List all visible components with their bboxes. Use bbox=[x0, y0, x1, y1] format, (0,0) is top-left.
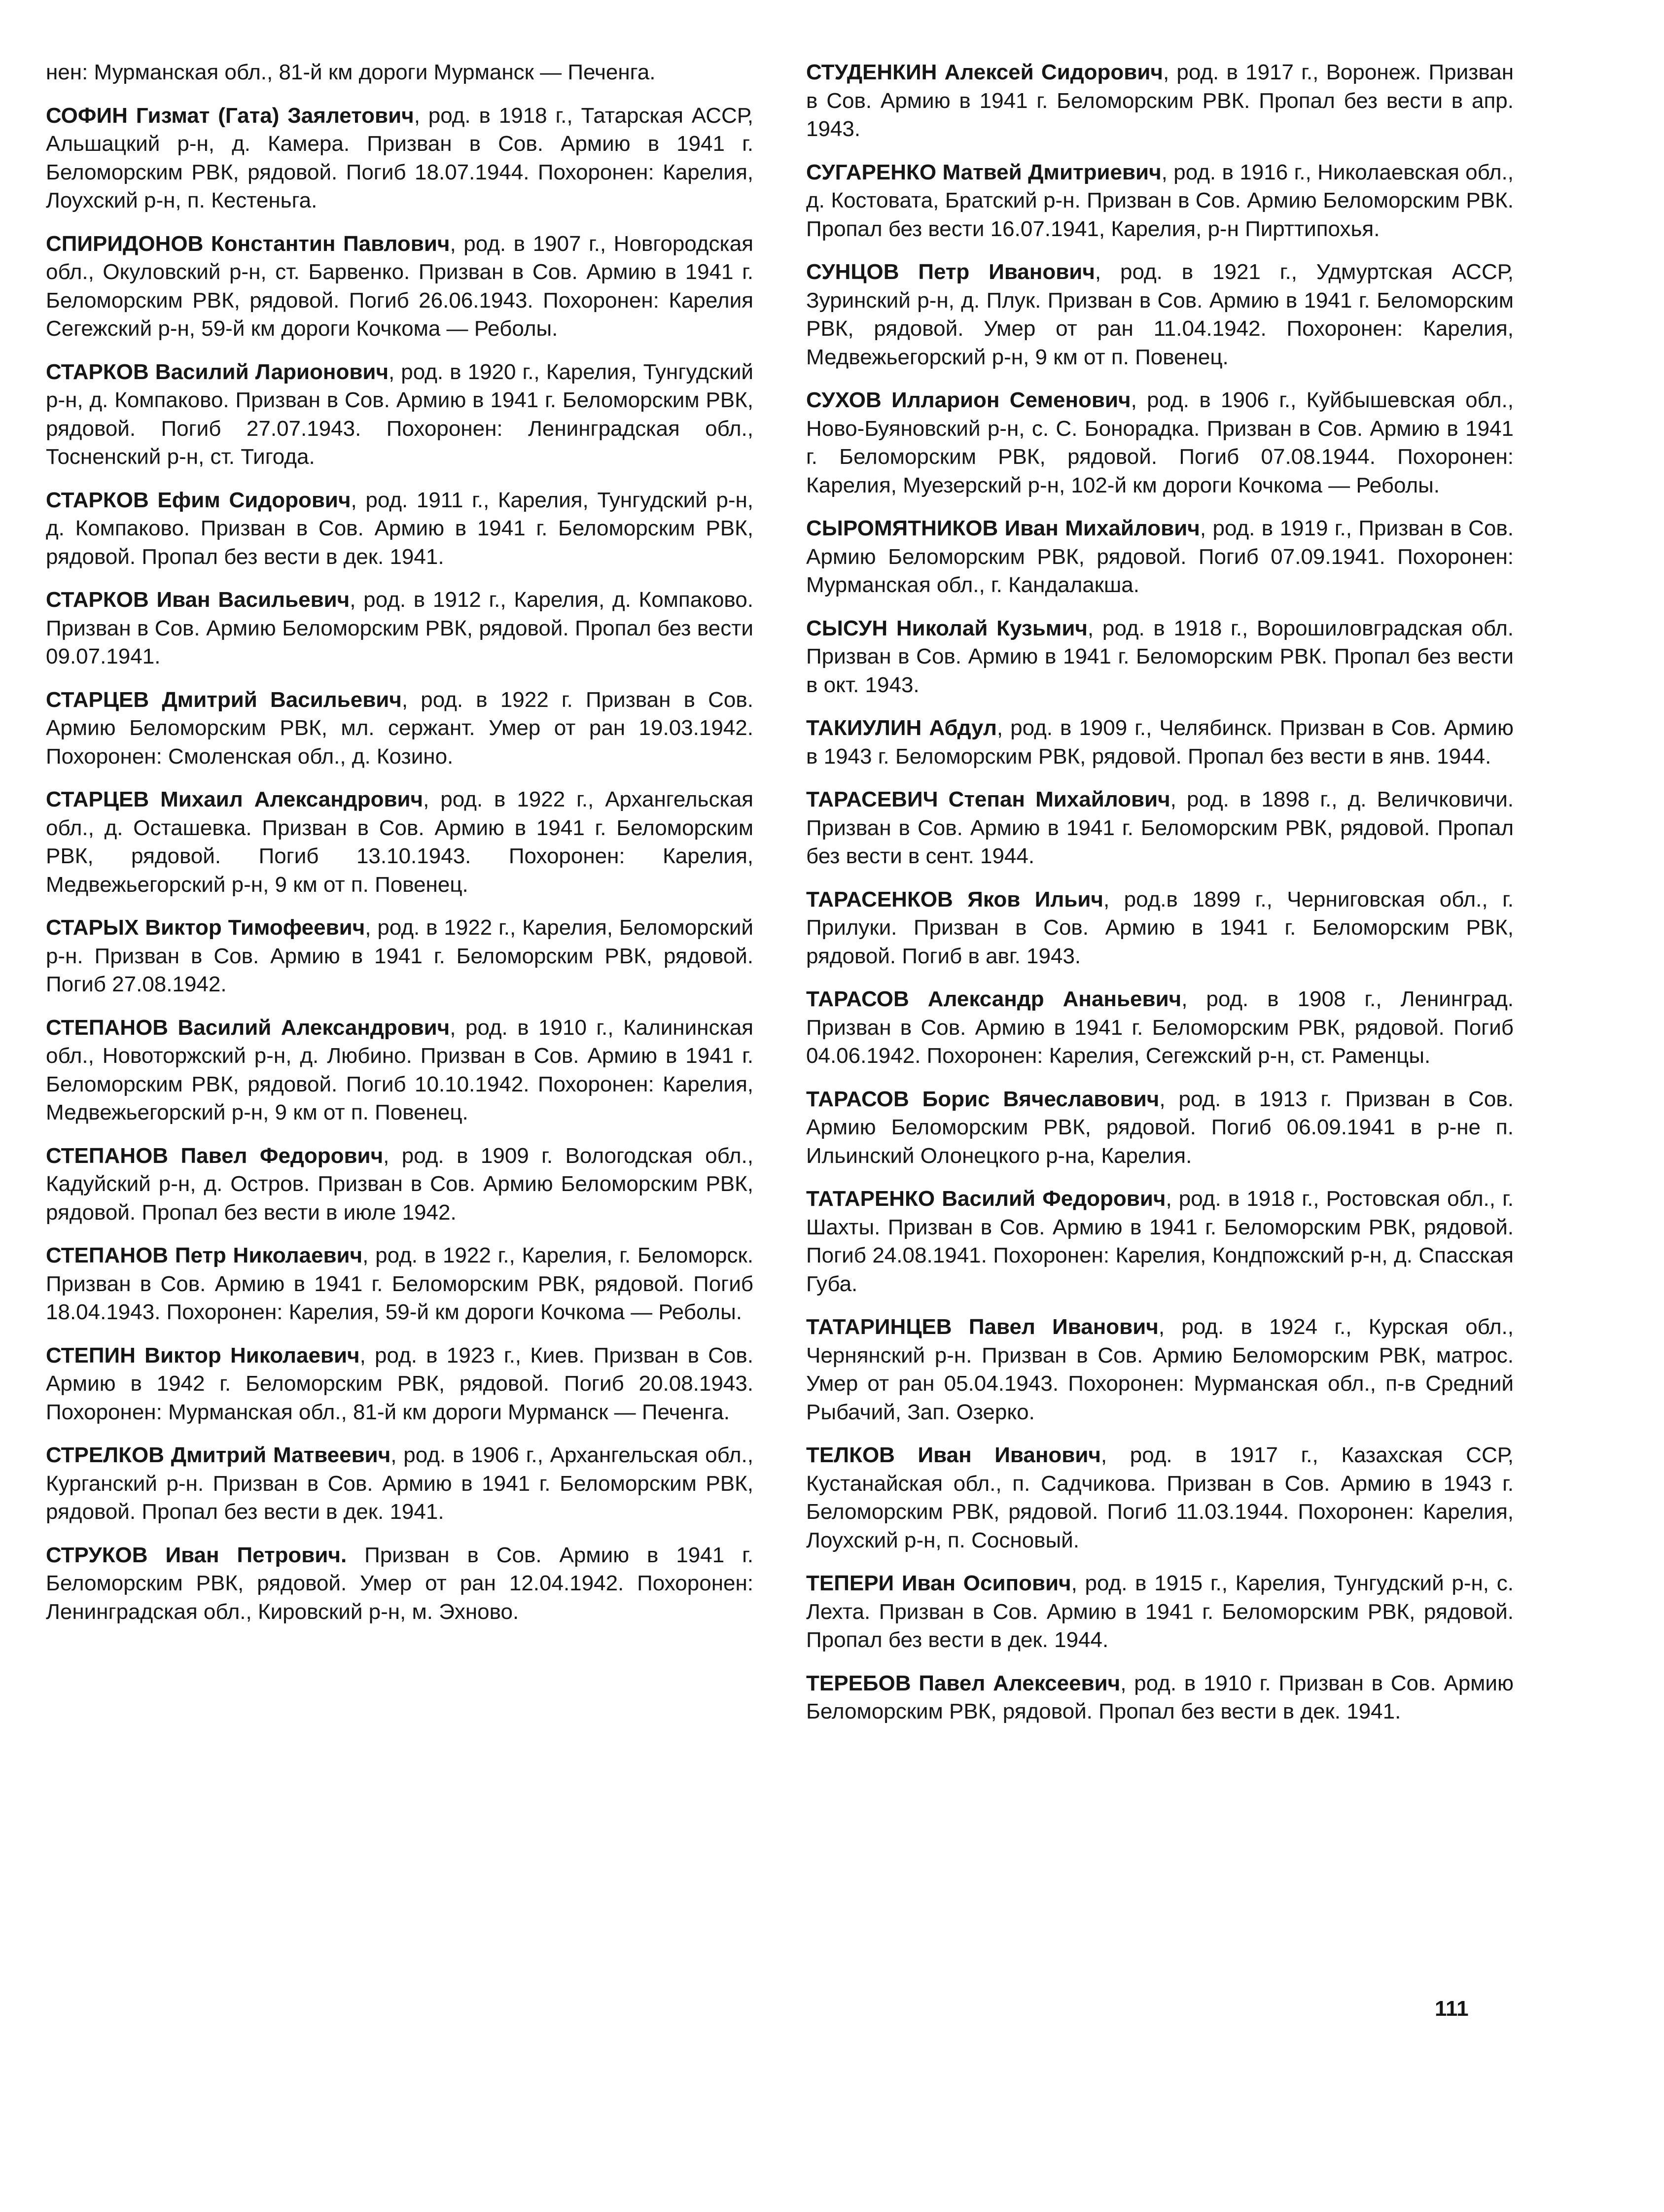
entry-name: СТАРЫХ Виктор Тимофеевич bbox=[46, 915, 365, 940]
right-column bbox=[806, 58, 1514, 1741]
entry-name: ТАТАРИНЦЕВ Павел Иванович bbox=[806, 1315, 1159, 1339]
entry bbox=[806, 785, 1514, 871]
entry-name: СТЕПИН Виктор Николаевич bbox=[46, 1343, 360, 1368]
entry-name: ТАКИУЛИН Абдул bbox=[806, 716, 997, 740]
entry-text: , род. в 1916 г., Николаевская обл., д. Костовата, Братский р-н. Призван в Сов. Армию Беломорским РВК. Пропал без вести 16.07.1941, Карелия, р-н Пирттипохья. bbox=[806, 160, 1514, 241]
entry bbox=[806, 386, 1514, 499]
entry bbox=[806, 1185, 1514, 1298]
entry bbox=[806, 1313, 1514, 1426]
entry-text: , род. в 1921 г., Удмуртская АССР, Зуринский р-н, д. Плук. Призван в Сов. Армию в 1941 г. Беломорским РВК, рядовой. Умер от ран 11.04.1942. Похоронен: Карелия, Медвежьегорский р-н, 9 км от п. Повенец. bbox=[806, 260, 1514, 369]
entry bbox=[46, 1014, 753, 1127]
entry bbox=[46, 102, 753, 215]
entry bbox=[46, 1142, 753, 1227]
entry-text: , род. в 1907 г., Новгородская обл., Окуловский р-н, ст. Барвенко. Призван в Сов. Армию в 1941 г. Беломорским РВК, рядовой. Погиб 26.06.1943. Похоронен: Карелия Сегежский р-н, 59-й км дороги Кочкома — Реболы. bbox=[46, 231, 754, 341]
entry bbox=[46, 486, 753, 571]
entry-name: ТАРАСЕНКОВ Яков Ильич bbox=[806, 887, 1103, 912]
entry bbox=[806, 714, 1514, 771]
entry-name: СУГАРЕНКО Матвей Дмитриевич bbox=[806, 160, 1162, 184]
entry bbox=[46, 358, 753, 471]
entry-name: ТАРАСОВ Александр Ананьевич bbox=[806, 987, 1182, 1011]
entry-name: СОФИН Гизмат (Гата) Заялетович bbox=[46, 103, 414, 128]
entry bbox=[46, 1241, 753, 1327]
entry bbox=[806, 1085, 1514, 1170]
entry-name: СТАРКОВ Иван Васильевич bbox=[46, 588, 350, 612]
entry bbox=[806, 514, 1514, 599]
entry-text: , род. в 1898 г., д. Величковичи. Призван в Сов. Армию в 1941 г. Беломорским РВК, рядовой. Пропал без вести в сент. 1944. bbox=[806, 787, 1514, 868]
entry bbox=[806, 258, 1514, 371]
entry-name: ТАРАСОВ Борис Вячеславович bbox=[806, 1087, 1160, 1111]
entry-text: , род.в 1899 г., Черниговская обл., г. Прилуки. Призван в Сов. Армию в 1941 г. Беломорским РВК, рядовой. Погиб в авг. 1943. bbox=[806, 887, 1514, 968]
entry-text: , род. в 1922 г., Архангельская обл., д. Осташевка. Призван в Сов. Армию в 1941 г. Беломорским РВК, рядовой. Погиб 13.10.1943. Похоронен: Карелия, Медвежьегорский р-н, 9 км от п. Повенец. bbox=[46, 787, 753, 897]
entry-text: , род. в 1913 г. Призван в Сов. Армию Беломорским РВК, рядовой. Погиб 06.09.1941 в р-не п. Ильинский Олонецкого р-на, Карелия. bbox=[806, 1087, 1514, 1168]
entry-name: СПИРИДОНОВ Константин Павлович bbox=[46, 231, 450, 256]
entry-text: , род. в 1918 г., Татарская АССР, Альшацкий р-н, д. Камера. Призван в Сов. Армию в 1941 г. Беломорским РВК, рядовой. Погиб 18.07.1944. Похоронен: Карелия, Лоухский р-н, п. Кестеньга. bbox=[46, 103, 754, 212]
entry-name: СТАРЦЕВ Дмитрий Васильевич bbox=[46, 687, 402, 712]
entry-text: , род. в 1909 г. Вологодская обл., Кадуйский р-н, д. Остров. Призван в Сов. Армию Беломорским РВК, рядовой. Пропал без вести в июле 1942. bbox=[46, 1143, 753, 1225]
entry-text: , род. в 1918 г., Ворошиловградская обл. Призван в Сов. Армию в 1941 г. Беломорским РВК. Пропал без вести в окт. 1943. bbox=[806, 616, 1514, 697]
entry-name: СТАРЦЕВ Михаил Александрович bbox=[46, 787, 424, 811]
entry bbox=[806, 1441, 1514, 1554]
entry-text: , род. в 1917 г., Казахская ССР, Кустанайская обл., п. Садчикова. Призван в Сов. Армию в 1943 г. Беломорским РВК, рядовой. Погиб 11.03.1944. Похоронен: Карелия, Лоухский р-н, п. Сосновый. bbox=[806, 1443, 1514, 1552]
entry-name: ТЕПЕРИ Иван Осипович bbox=[806, 1571, 1071, 1595]
entry-name: ТАРАСЕВИЧ Степан Михайлович bbox=[806, 787, 1170, 811]
entry-name: СТЕПАНОВ Петр Николаевич bbox=[46, 1243, 363, 1267]
entry-text: , род. в 1918 г., Ростовская обл., г. Шахты. Призван в Сов. Армию в 1941 г. Беломорским РВК, рядовой. Погиб 24.08.1941. Похоронен: Карелия, Кондпожский р-н, д. Спасская Губа. bbox=[806, 1187, 1514, 1296]
entry-text: , род. в 1922 г. Призван в Сов. Армию Беломорским РВК, мл. сержант. Умер от ран 19.03.1942. Похоронен: Смоленская обл., д. Козино. bbox=[46, 687, 753, 769]
entry-text: , род. в 1924 г., Курская обл., Чернянский р-н. Призван в Сов. Армию Беломорским РВК, матрос. Умер от ран 05.04.1943. Похоронен: Мурманская обл., п-в Средний Рыбачий, Зап. Озерко. bbox=[806, 1315, 1514, 1424]
entry-name: ТЕРЕБОВ Павел Алексеевич bbox=[806, 1671, 1121, 1695]
entry bbox=[46, 1441, 753, 1526]
entry-text: , род. в 1917 г., Воронеж. Призван в Сов. Армию в 1941 г. Беломорским РВК. Пропал без вести в апр. 1943. bbox=[806, 60, 1514, 141]
entry-name: СУХОВ Илларион Семенович bbox=[806, 388, 1131, 412]
entry-text: Призван в Сов. Армию в 1941 г. Беломорским РВК, рядовой. Умер от ран 12.04.1942. Похоронен: Ленинградская обл., Кировский р-н, м. Эхново. bbox=[46, 1543, 754, 1624]
page-number: 111 bbox=[1435, 1997, 1469, 2021]
entry-name: СТАРКОВ Ефим Сидорович bbox=[46, 488, 351, 512]
entry-text: , род. в 1922 г., Карелия, Беломорский р-н. Призван в Сов. Армию в 1941 г. Беломорским РВК, рядовой. Погиб 27.08.1942. bbox=[46, 915, 753, 996]
entry bbox=[46, 586, 753, 671]
entry bbox=[806, 1569, 1514, 1654]
entry-text: , род. в 1908 г., Ленинград. Призван в Сов. Армию в 1941 г. Беломорским РВК, рядовой. Погиб 04.06.1942. Похоронен: Карелия, Сегежский р-н, ст. Раменцы. bbox=[806, 987, 1514, 1068]
entry-text: , род. в 1910 г. Призван в Сов. Армию Беломорским РВК, рядовой. Пропал без вести в дек. 1941. bbox=[806, 1671, 1514, 1723]
entry-name: СЫРОМЯТНИКОВ Иван Михайлович bbox=[806, 516, 1200, 540]
entry-text: , род. в 1906 г., Куйбышевская обл., Ново-Буяновский р-н, с. С. Бонорадка. Призван в Сов. Армию в 1941 г. Беломорским РВК, рядовой. Погиб 07.08.1944. Похоронен: Карелия, Муезерский р-н, 102-й км дороги Кочкома — Реболы. bbox=[806, 388, 1514, 497]
entry-name: ТЕЛКОВ Иван Иванович bbox=[806, 1443, 1101, 1467]
entry bbox=[806, 58, 1514, 143]
entry-continuation: нен: Мурманская обл., 81-й км дороги Мурманск — Печенга. bbox=[46, 60, 656, 84]
entry-text: , род. в 1920 г., Карелия, Тунгудский р-н, д. Компаково. Призван в Сов. Армию в 1941 г. Беломорским РВК, рядовой. Погиб 27.07.1943. Похоронен: Ленинградская обл., Тосненский р-н, ст. Тигода. bbox=[46, 359, 753, 469]
entry-name: СТЕПАНОВ Павел Федорович bbox=[46, 1143, 384, 1168]
entry-name: СТУДЕНКИН Алексей Сидорович bbox=[806, 60, 1163, 84]
entry bbox=[806, 614, 1514, 700]
entry-text: , род. 1911 г., Карелия, Тунгудский р-н, д. Компаково. Призван в Сов. Армию в 1941 г. Беломорским РВК, рядовой. Пропал без вести в дек. 1941. bbox=[46, 488, 754, 569]
entry-text: , род. в 1919 г., Призван в Сов. Армию Беломорским РВК, рядовой. Погиб 07.09.1941. Похоронен: Мурманская обл., г. Кандалакша. bbox=[806, 516, 1514, 597]
entry bbox=[46, 1341, 753, 1427]
entry-text: , род. в 1915 г., Карелия, Тунгудский р-н, с. Лехта. Призван в Сов. Армию в 1941 г. Беломорским РВК, рядовой. Пропал без вести в дек. 1944. bbox=[806, 1571, 1514, 1652]
entry-text: , род. в 1906 г., Архангельская обл., Курганский р-н. Призван в Сов. Армию в 1941 г. Беломорским РВК, рядовой. Пропал без вести в дек. 1941. bbox=[46, 1443, 753, 1524]
entry-name: ТАТАРЕНКО Василий Федорович bbox=[806, 1187, 1166, 1211]
entry-text: , род. в 1923 г., Киев. Призван в Сов. Армию в 1942 г. Беломорским РВК, рядовой. Погиб 20.08.1943. Похоронен: Мурманская обл., 81-й км дороги Мурманск — Печенга. bbox=[46, 1343, 754, 1424]
entry-text: , род. в 1922 г., Карелия, г. Беломорск. Призван в Сов. Армию в 1941 г. Беломорским РВК, рядовой. Погиб 18.04.1943. Похоронен: Карелия, 59-й км дороги Кочкома — Реболы. bbox=[46, 1243, 754, 1324]
entry bbox=[806, 985, 1514, 1070]
entry bbox=[46, 1541, 753, 1626]
entry bbox=[806, 158, 1514, 244]
entry-text: , род. в 1912 г., Карелия, д. Компаково. Призван в Сов. Армию Беломорским РВК, рядовой. Пропал без вести 09.07.1941. bbox=[46, 588, 753, 668]
entry-name: СТРУКОВ Иван Петрович. bbox=[46, 1543, 347, 1567]
entry-name: СЫСУН Николай Кузьмич bbox=[806, 616, 1088, 640]
entry-text: , род. в 1909 г., Челябинск. Призван в Сов. Армию в 1943 г. Беломорским РВК, рядовой. Пропал без вести в янв. 1944. bbox=[806, 716, 1514, 769]
entry bbox=[46, 686, 753, 771]
entry bbox=[46, 913, 753, 999]
entry bbox=[806, 885, 1514, 971]
entry bbox=[806, 1669, 1514, 1726]
entry-name: СТАРКОВ Василий Ларионович bbox=[46, 359, 389, 384]
entry bbox=[46, 785, 753, 899]
entry-name: СТЕПАНОВ Василий Александрович bbox=[46, 1015, 450, 1040]
entry-name: СУНЦОВ Петр Иванович bbox=[806, 260, 1095, 284]
left-column bbox=[46, 58, 753, 1641]
entry-name: СТРЕЛКОВ Дмитрий Матвеевич bbox=[46, 1443, 391, 1467]
entry bbox=[46, 230, 753, 343]
entry-text: , род. в 1910 г., Калининская обл., Новоторжский р-н, д. Любино. Призван в Сов. Армию в 1941 г. Беломорским РВК, рядовой. Погиб 10.10.1942. Похоронен: Карелия, Медвежьегорский р-н, 9 км от п. Повенец. bbox=[46, 1015, 753, 1124]
